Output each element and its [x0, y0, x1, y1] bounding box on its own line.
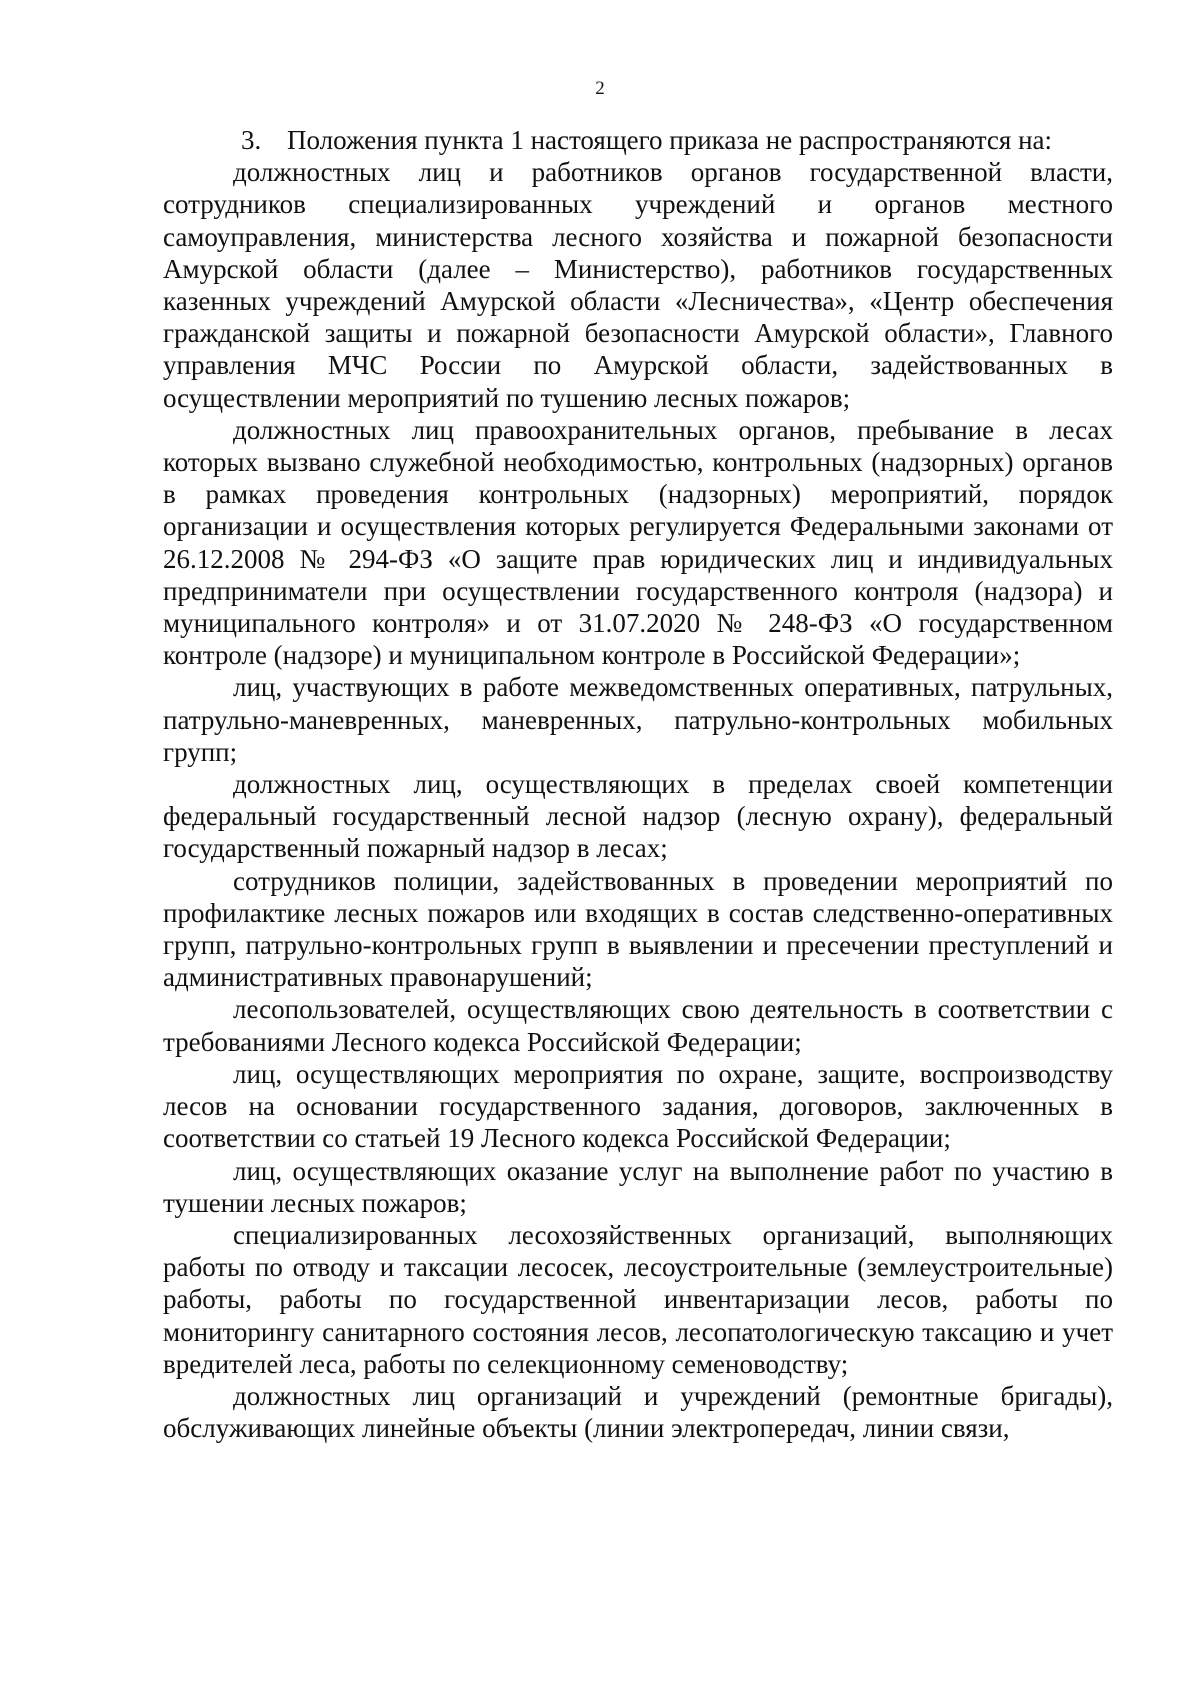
paragraph-law-enforcement: должностных лиц правоохранительных органов, пребывание в лесах которых вызвано служебной необходимостью, контрольных (надзорных) органов в рамках проведения контрольных (надзорных) мероприятий, порядок организации и осуществления которых регулируется Федеральными законами от 26.12.2008 № 294-ФЗ «О защите прав юридических лиц и индивидуальных предприниматели при осуществлении государственного контроля (надзора) и муниципального контроля» и от 31.07.2020 № 248-ФЗ «О государственном контроле (надзоре) и муниципальном контроле в Российской Федерации»; [163, 414, 1113, 671]
page-number: 2 [595, 78, 605, 99]
paragraph-government-officials: должностных лиц и работников органов государственной власти, сотрудников специализированных учреждений и органов местного самоуправления, министерства лесного хозяйства и пожарной безопасности Амурской области (далее – Министерство), работников государственных казенных учреждений Амурской области «Лесничества», «Центр обеспечения гражданской защиты и пожарной безопасности Амурской области», Главного управления МЧС России по Амурской области, задействованных в осуществлении мероприятий по тушению лесных пожаров; [163, 157, 1113, 413]
paragraph-police: сотрудников полиции, задействованных в проведении мероприятий по профилактике лесных пожаров или входящих в состав следственно-оперативных групп, патрульно-контрольных групп в выявлении и пресечении преступлений и административных правонарушений; [163, 865, 1113, 993]
paragraph-linear-objects: должностных лиц организаций и учреждений (ремонтные бригады), обслуживающих линейные объекты (линии электропередач, линии связи, [163, 1380, 1113, 1444]
paragraph-forestry-organizations: специализированных лесохозяйственных организаций, выполняющих работы по отводу и таксации лесосек, лесоустроительные (землеустроительные) работы, работы по государственной инвентаризации лесов, работы по мониторингу санитарного состояния лесов, лесопатологическую таксацию и учет вредителей леса, работы по селекционному семеноводству; [163, 1219, 1113, 1379]
paragraph-firefighting-services: лиц, осуществляющих оказание услуг на выполнение работ по участию в тушении лесных пожаров; [163, 1155, 1113, 1218]
paragraph-forest-protection: лиц, осуществляющих мероприятия по охране, защите, воспроизводству лесов на основании государственного задания, договоров, заключенных в соответствии со статьей 19 Лесного кодекса Российской Федерации; [163, 1058, 1113, 1154]
item-heading-text: Положения пункта 1 настоящего приказа не распространяются на: [287, 125, 1053, 155]
paragraph-mobile-groups: лиц, участвующих в работе межведомственных оперативных, патрульных, патрульно-маневренных, маневренных, патрульно-контрольных мобильных групп; [163, 672, 1113, 767]
paragraph-forest-users: лесопользователей, осуществляющих свою деятельность в соответствии с требованиями Лесного кодекса Российской Федерации; [163, 994, 1113, 1057]
item-heading [163, 124, 1113, 156]
document-body [163, 124, 1113, 1444]
paragraph-forest-supervision: должностных лиц, осуществляющих в пределах своей компетенции федеральный государственный лесной надзор (лесную охрану), федеральный государственный пожарный надзор в лесах; [163, 769, 1113, 864]
item-number: 3. [241, 125, 262, 155]
